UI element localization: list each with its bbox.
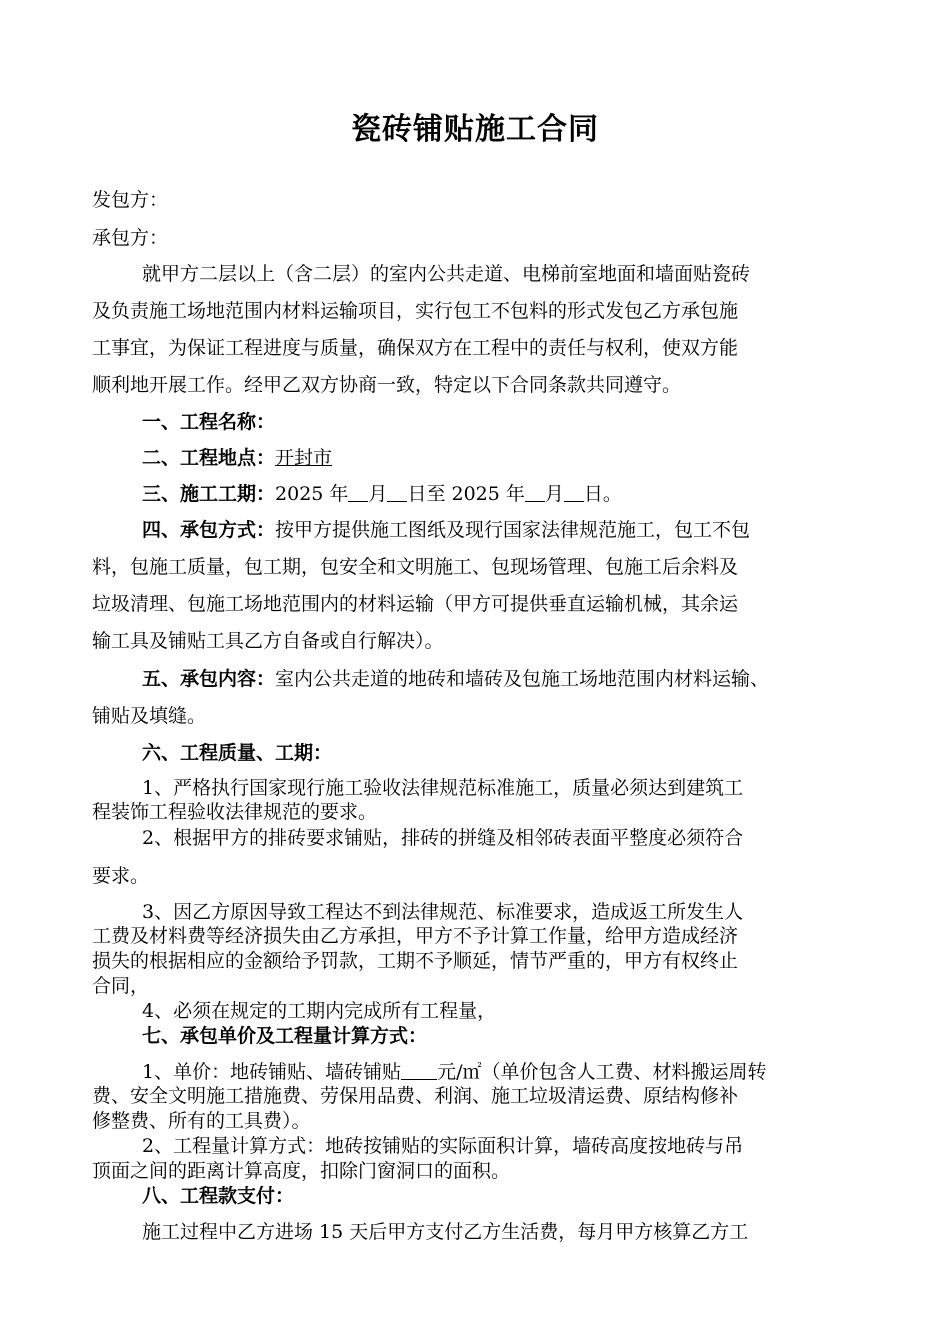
section-4-line: 垃圾清理、包施工场地范围内的材料运输（甲方可提供垂直运输机械，其余运 — [92, 593, 739, 615]
section-2 — [142, 446, 872, 470]
section-5-text: 室内公共走道的地砖和墙砖及包施工场地范围内材料运输、 — [275, 668, 770, 690]
section-5-line: 铺贴及填缝。 — [92, 705, 207, 727]
section-7-heading: 七、承包单价及工程量计算方式： — [142, 1025, 428, 1047]
blank-month — [348, 483, 368, 502]
month-label: 月 — [544, 483, 564, 505]
section-7-line: 顶面之间的距离计算高度，扣除门窗洞口的面积。 — [92, 1160, 511, 1182]
section-6-item: 4、必须在规定的工期内完成所有工程量， — [142, 1000, 497, 1022]
section-6-item: 工费及材料费等经济损失由乙方承担，甲方不予计算工作量，给甲方造成经济 — [92, 925, 739, 947]
section-3 — [142, 482, 872, 506]
section-4-line: 输工具及铺贴工具乙方自备或自行解决）。 — [92, 630, 444, 652]
section-7-line: 修整费、所有的工具费）。 — [92, 1110, 311, 1132]
intro-line: 工事宜，为保证工程进度与质量，确保双方在工程中的责任与权利，使双方能 — [92, 337, 739, 359]
month-label: 月 — [368, 483, 388, 505]
section-4-text: 按甲方提供施工图纸及现行国家法律规范施工，包工不包 — [275, 519, 751, 541]
blank-day — [387, 483, 407, 502]
section-4-heading: 四、承包方式： — [142, 519, 276, 541]
section-6-heading: 六、工程质量、工期： — [142, 742, 333, 764]
section-6-item: 2、根据甲方的排砖要求铺贴，排砖的拼缝及相邻砖表面平整度必须符合 — [142, 827, 744, 849]
price-text-post: 元/㎡（单价包含人工费、材料搬运周转 — [437, 1061, 767, 1083]
section-4-line: 料，包施工质量，包工期，包安全和文明施工、包现场管理、包施工后余料及 — [92, 556, 739, 578]
intro-line: 顺利地开展工作。经甲乙双方协商一致，特定以下合同条款共同遵守。 — [92, 374, 682, 396]
section-6-item: 损失的根据相应的金额给予罚款，工期不予顺延，情节严重的，甲方有权终止 — [92, 950, 739, 972]
section-6-item: 3、因乙方原因导致工程达不到法律规范、标准要求，造成返工所发生人 — [142, 901, 744, 923]
party-b-label: 承包方： — [92, 227, 169, 249]
section-7-line: 2、工程量计算方式：地砖按铺贴的实际面积计算，墙砖高度按地砖与吊 — [142, 1135, 744, 1157]
section-7-price — [142, 1060, 872, 1084]
section-5 — [142, 667, 880, 691]
blank-day — [564, 483, 584, 502]
blank-unit-price — [401, 1061, 437, 1080]
document-title: 瓷砖铺贴施工合同 — [351, 112, 599, 147]
section-2-heading: 二、工程地点： — [142, 447, 276, 469]
section-6-item: 要求。 — [92, 865, 150, 887]
section-6-item: 合同， — [92, 975, 150, 997]
project-location: 开封市 — [275, 447, 333, 469]
section-6-item: 程装饰工程验收法律规范的要求。 — [92, 801, 378, 823]
period-start-year: 2025 年 — [275, 483, 349, 505]
section-8-heading: 八、工程款支付： — [142, 1185, 295, 1207]
day-label: 日。 — [583, 483, 622, 505]
section-8-line: 施工过程中乙方进场 15 天后甲方支付乙方生活费，每月甲方核算乙方工 — [142, 1221, 749, 1243]
intro-line: 就甲方二层以上（含二层）的室内公共走道、电梯前室地面和墙面贴瓷砖 — [142, 263, 751, 285]
section-1-heading: 一、工程名称： — [142, 411, 276, 433]
price-text-pre: 1、单价：地砖铺贴、墙砖铺贴 — [142, 1061, 402, 1083]
section-4 — [142, 518, 872, 542]
blank-month — [525, 483, 545, 502]
intro-line: 及负责施工场地范围内材料运输项目，实行包工不包料的形式发包乙方承包施 — [92, 300, 739, 322]
section-6-item: 1、严格执行国家现行施工验收法律规范标准施工，质量必须达到建筑工 — [142, 777, 744, 799]
section-3-heading: 三、施工工期： — [142, 483, 276, 505]
section-5-heading: 五、承包内容： — [142, 668, 276, 690]
party-a-label: 发包方： — [92, 189, 169, 211]
section-7-line: 费、安全文明施工措施费、劳保用品费、利润、施工垃圾清运费、原结构修补 — [92, 1085, 739, 1107]
period-end-year: 日至 2025 年 — [407, 483, 525, 505]
